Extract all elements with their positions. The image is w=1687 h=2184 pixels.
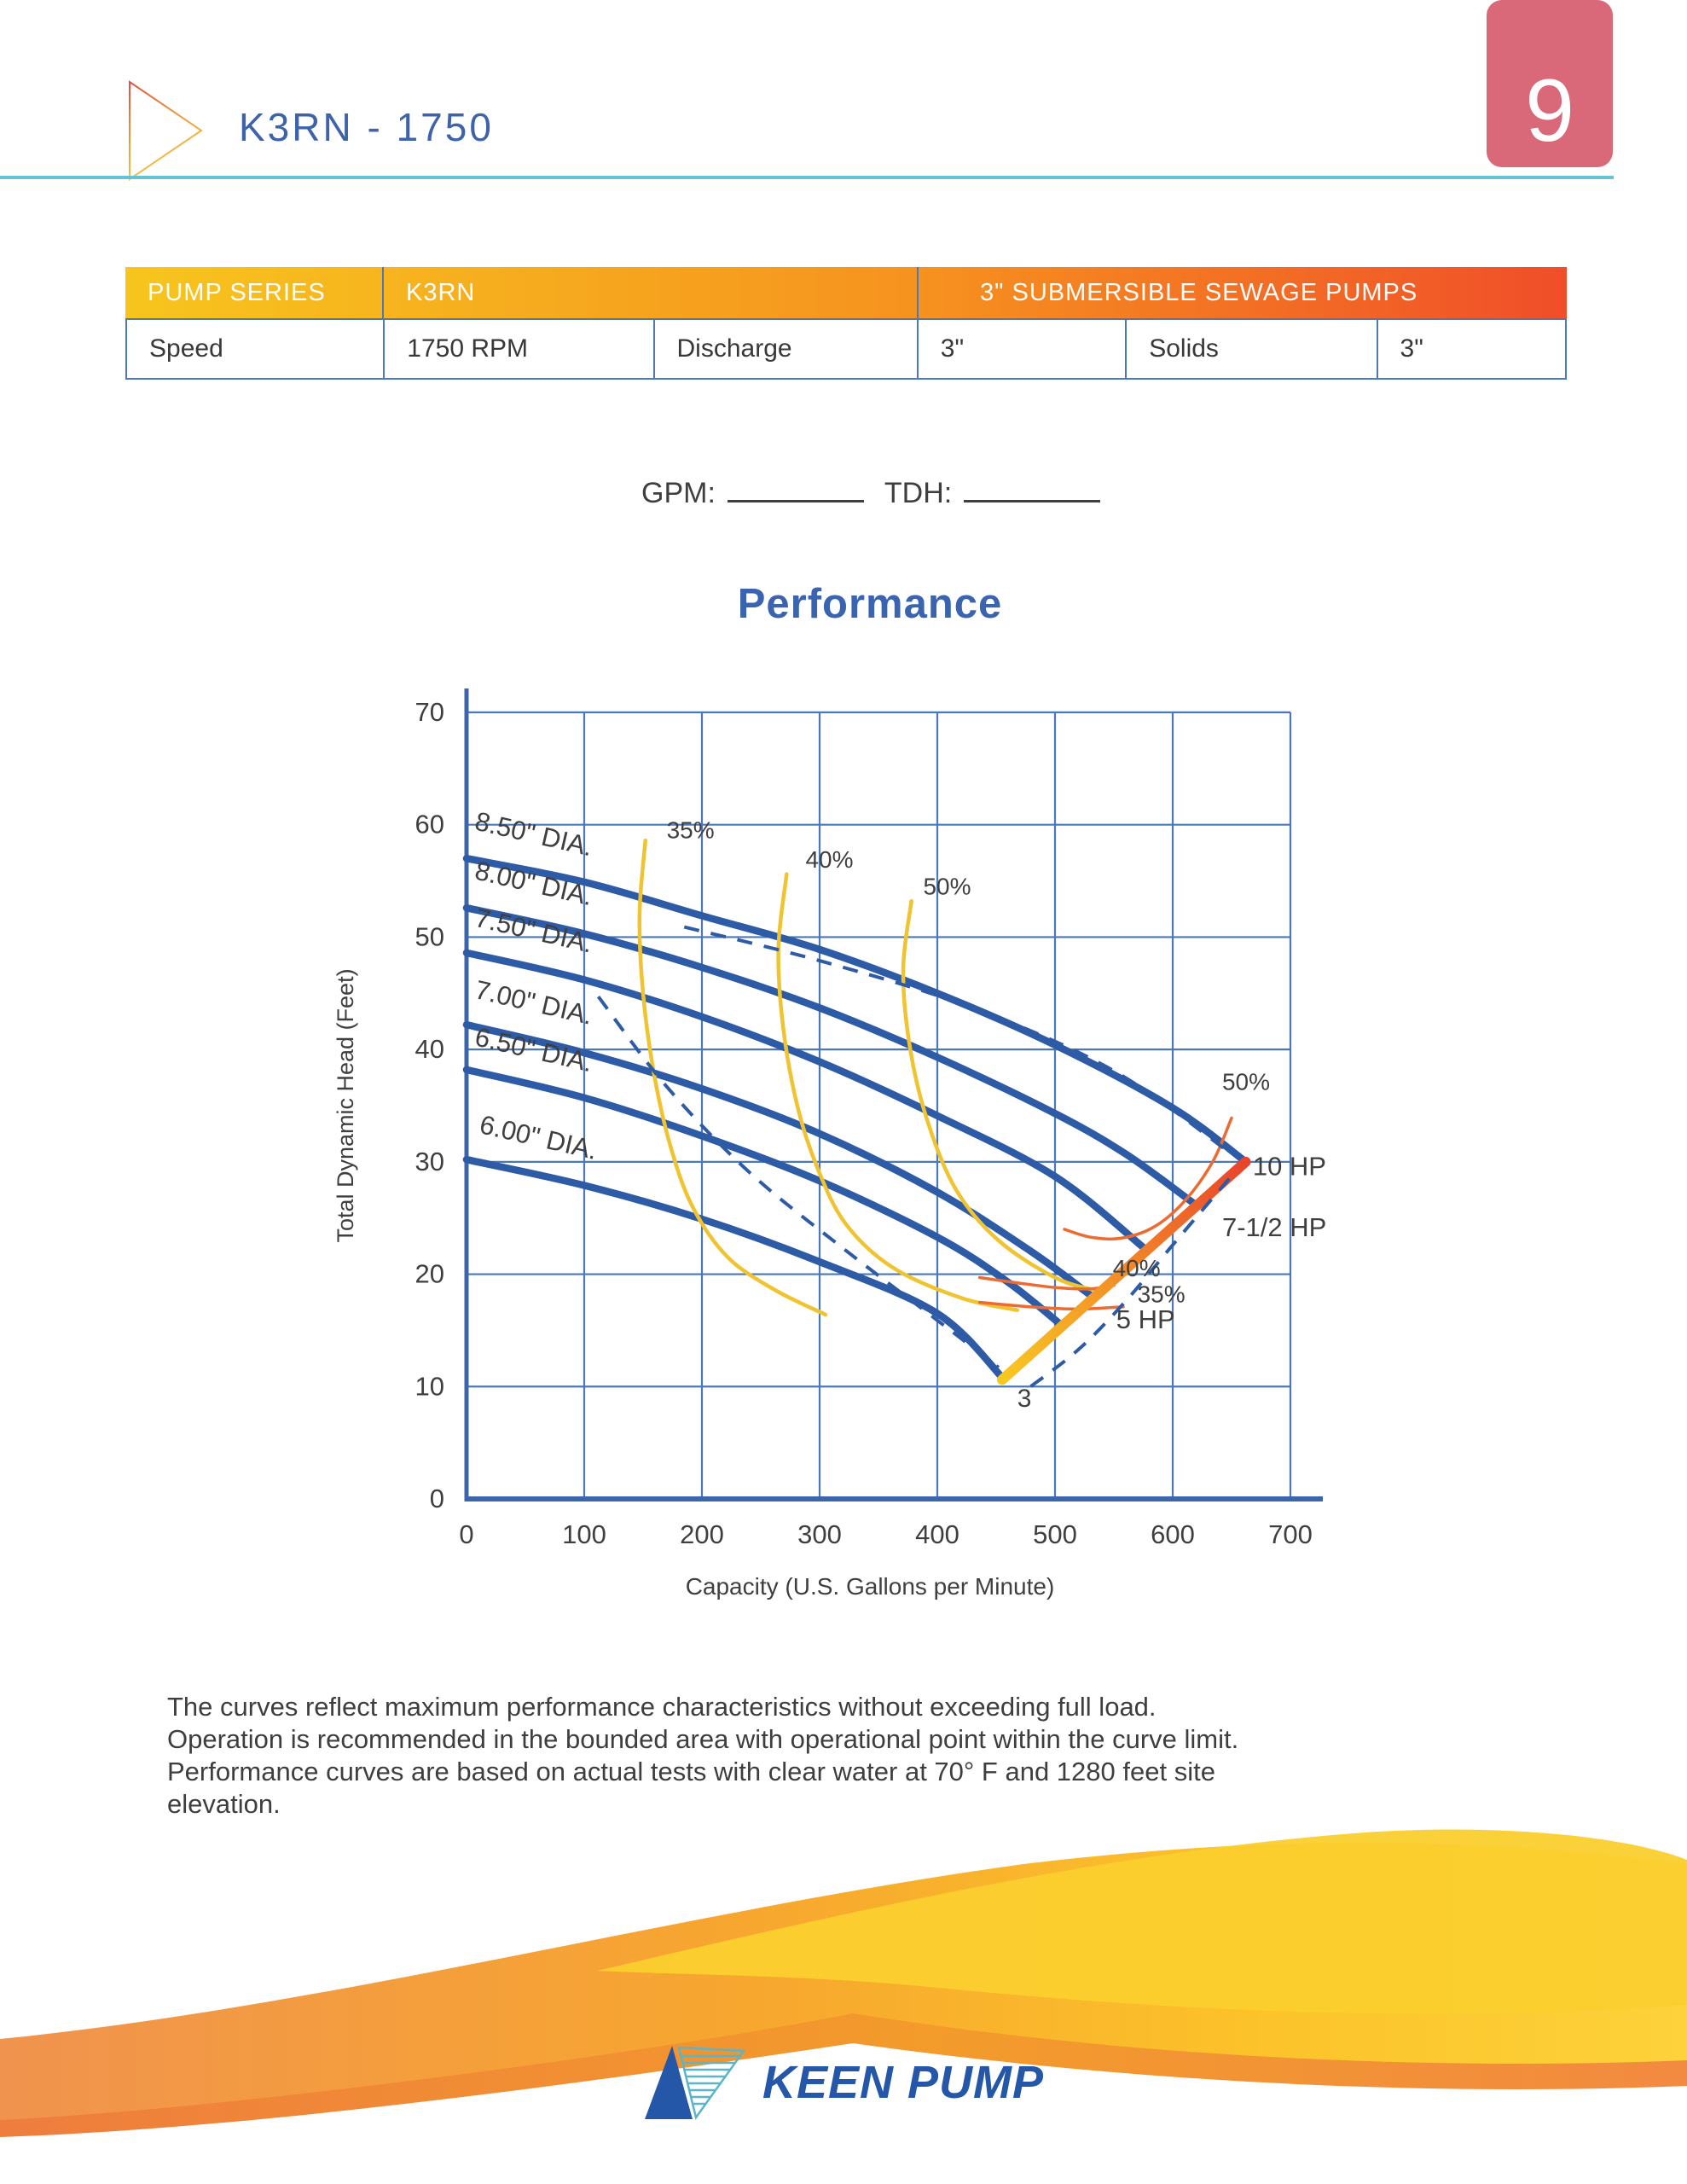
svg-text:700: 700 xyxy=(1268,1519,1313,1549)
svg-text:70: 70 xyxy=(415,697,444,727)
svg-text:35%: 35% xyxy=(1137,1281,1186,1308)
note-line: Performance curves are based on actual tests with clear water at 70° F and 1280 feet site xyxy=(167,1757,1215,1786)
svg-text:6.00" DIA.: 6.00" DIA. xyxy=(477,1109,600,1165)
chart-title: Performance xyxy=(737,581,1003,627)
svg-text:300: 300 xyxy=(797,1519,842,1549)
svg-text:3: 3 xyxy=(1017,1384,1032,1413)
svg-text:200: 200 xyxy=(680,1519,724,1549)
gpm-label: GPM: xyxy=(641,477,716,509)
footer-wave xyxy=(0,1792,1687,2184)
spec-cell-discharge-value: 3" xyxy=(919,320,1127,378)
brand-name: KEEN PUMP xyxy=(762,2057,1045,2108)
page-number: 9 xyxy=(1525,61,1574,160)
spec-cell-solids-value: 3" xyxy=(1400,334,1423,363)
svg-text:Total Dynamic Head (Feet): Total Dynamic Head (Feet) xyxy=(333,968,358,1243)
spec-cell-solids-label: Solids xyxy=(1127,320,1377,378)
svg-text:400: 400 xyxy=(915,1519,959,1549)
spec-table-data-row xyxy=(125,318,1567,380)
svg-text:600: 600 xyxy=(1151,1519,1195,1549)
svg-text:0: 0 xyxy=(459,1519,474,1549)
spec-table-header-row xyxy=(125,267,1567,318)
svg-text:40%: 40% xyxy=(1112,1255,1161,1282)
spec-header-series-value: K3RN xyxy=(384,267,919,318)
svg-text:60: 60 xyxy=(415,809,444,839)
svg-text:10: 10 xyxy=(415,1371,444,1402)
svg-text:Capacity (U.S. Gallons per Min: Capacity (U.S. Gallons per Minute) xyxy=(685,1572,1055,1600)
svg-text:30: 30 xyxy=(415,1146,444,1176)
svg-text:40%: 40% xyxy=(805,845,854,873)
page-title: K3RN - 1750 xyxy=(239,105,494,149)
svg-text:7-1/2 HP: 7-1/2 HP xyxy=(1221,1211,1327,1242)
note-line: The curves reflect maximum performance characteristics without exceeding full load. xyxy=(167,1692,1157,1722)
svg-text:7.00" DIA.: 7.00" DIA. xyxy=(472,974,596,1031)
svg-text:5 HP: 5 HP xyxy=(1116,1304,1175,1334)
gpm-blank xyxy=(728,469,864,502)
fill-in-line xyxy=(641,469,1100,510)
svg-text:50%: 50% xyxy=(923,873,971,900)
spec-header-pump-series: PUMP SERIES xyxy=(125,267,384,318)
header-divider xyxy=(0,176,1614,179)
svg-text:35%: 35% xyxy=(666,816,715,844)
svg-text:500: 500 xyxy=(1033,1519,1077,1549)
spec-cell-speed-label: Speed xyxy=(127,320,385,378)
brand-chevron-icon xyxy=(128,80,213,181)
spec-cell-discharge-label: Discharge xyxy=(655,320,919,378)
footer-brand xyxy=(0,2044,1687,2121)
svg-text:40: 40 xyxy=(415,1034,444,1065)
svg-text:100: 100 xyxy=(562,1519,606,1549)
page-number-badge xyxy=(1487,0,1613,167)
note-line: Operation is recommended in the bounded area with operational point within the curve limit. xyxy=(167,1724,1239,1754)
spec-cell-speed-value: 1750 RPM xyxy=(385,320,654,378)
svg-text:50: 50 xyxy=(415,921,444,952)
svg-text:8.50" DIA.: 8.50" DIA. xyxy=(472,805,596,863)
svg-text:7.50" DIA.: 7.50" DIA. xyxy=(472,902,596,959)
svg-text:10 HP: 10 HP xyxy=(1252,1151,1327,1182)
svg-text:8.00" DIA.: 8.00" DIA. xyxy=(472,855,596,912)
spec-table xyxy=(125,267,1567,380)
note-line: elevation. xyxy=(167,1789,281,1819)
svg-text:20: 20 xyxy=(415,1258,444,1289)
svg-text:6.50" DIA.: 6.50" DIA. xyxy=(472,1021,596,1078)
performance-chart xyxy=(324,678,1407,1634)
tdh-blank xyxy=(964,469,1100,502)
tdh-label: TDH: xyxy=(884,477,953,509)
spec-header-description: 3" SUBMERSIBLE SEWAGE PUMPS xyxy=(980,278,1418,306)
svg-text:50%: 50% xyxy=(1221,1068,1271,1095)
keen-pump-logo-icon xyxy=(643,2044,745,2121)
svg-text:0: 0 xyxy=(429,1483,444,1513)
